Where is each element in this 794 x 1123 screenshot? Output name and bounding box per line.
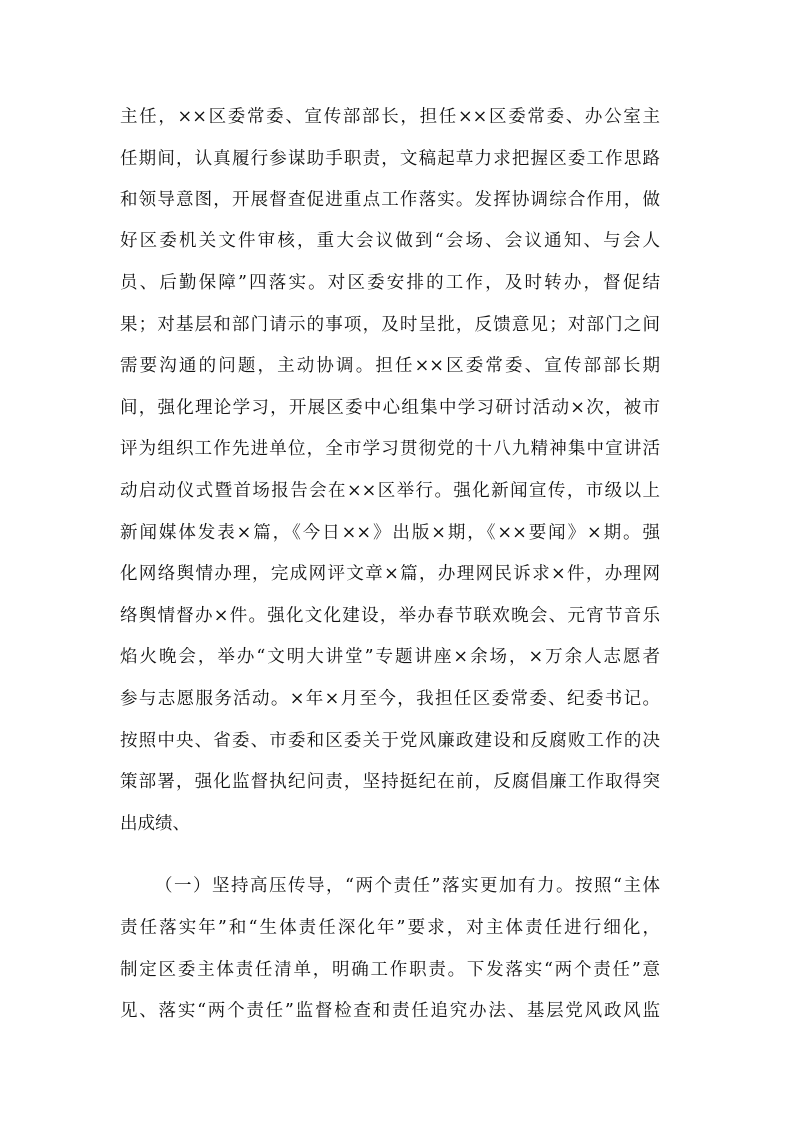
text-line: 策部署，强化监督执纪问责，坚持挺纪在前，反腐倡廉工作取得突	[120, 772, 660, 792]
text-line: 责任落实年”和“生体责任深化年”要求，对主体责任进行细化，	[120, 918, 660, 938]
text-line: 需要沟通的问题，主动协调。担任××区委常委、宣传部部长期	[120, 356, 660, 376]
text-line: 动启动仪式暨首场报告会在××区举行。强化新闻宣传，市级以上	[120, 481, 660, 501]
text-line: 和领导意图，开展督查促进重点工作落实。发挥协调综合作用，做	[120, 190, 660, 210]
text-line: 焰火晚会，举办“文明大讲堂”专题讲座×余场，×万余人志愿者	[120, 647, 660, 667]
text-line: 制定区委主体责任清单，明确工作职责。下发落实“两个责任”意	[120, 960, 660, 980]
text-line: 络舆情督办×件。强化文化建设，举办春节联欢晚会、元宵节音乐	[120, 606, 660, 626]
text-line: 任期间，认真履行参谋助手职责，文稿起草力求把握区委工作思路	[120, 149, 660, 169]
text-line: 评为组织工作先进单位，全市学习贯彻党的十八九精神集中宣讲活	[120, 439, 660, 459]
text-line: 果；对基层和部门请示的事项，及时呈批，反馈意见；对部门之间	[120, 315, 660, 335]
text-line: 参与志愿服务活动。×年×月至今，我担任区委常委、纪委书记。	[120, 689, 660, 709]
text-line: 出成绩、	[120, 814, 190, 834]
text-line: 好区委机关文件审核，重大会议做到“会场、会议通知、与会人	[120, 231, 660, 251]
text-line: 新闻媒体发表×篇，《今日××》出版×期，《××要闻》×期。强	[120, 523, 660, 543]
text-line: 按照中央、省委、市委和区委关于党风廉政建设和反腐败工作的决	[120, 731, 660, 751]
text-line: 主任，××区委常委、宣传部部长，担任××区委常委、办公室主	[120, 107, 660, 127]
text-line: 员、后勤保障”四落实。对区委安排的工作，及时转办，督促结	[120, 273, 660, 293]
text-line: （一）坚持高压传导，“两个责任”落实更加有力。按照“主体	[155, 876, 660, 896]
text-line: 间，强化理论学习，开展区委中心组集中学习研讨活动×次，被市	[120, 398, 660, 418]
text-line: 见、落实“两个责任”监督检查和责任追究办法、基层党风政风监	[120, 1001, 660, 1021]
text-line: 化网络舆情办理，完成网评文章×篇，办理网民诉求×件，办理网	[120, 564, 660, 584]
